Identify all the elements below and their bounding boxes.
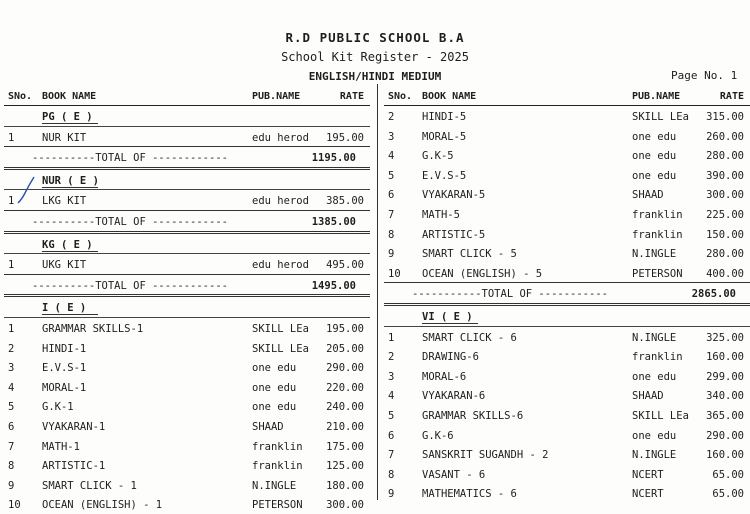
row-book-name: MATHEMATICS - 6 [422,488,517,501]
row-pub-name: one edu [632,370,677,383]
row-pub-name: edu herod [252,131,309,144]
table-row [384,145,750,165]
section-underline [42,187,98,188]
row-pub-name: one edu [632,169,677,182]
row-pub-name: franklin [632,351,683,364]
row-rate: 325.00 [706,331,744,344]
row-pub-name: PETERSON [632,267,683,280]
row-pub-name: SHAAD [632,390,664,403]
row-pub-name: SHAAD [252,420,284,433]
row-sno: 9 [388,488,395,501]
row-pub-name: one edu [632,130,677,143]
row-pub-name: edu herod [252,259,309,272]
table-row [384,204,750,224]
table-row [4,357,370,377]
header-pub-name: PUB.NAME [252,91,301,102]
row-sno: 7 [8,440,15,453]
table-row [4,127,370,147]
row-book-name: G.K-6 [422,429,454,442]
column-header [384,88,750,106]
total-amount: 1495.00 [311,279,356,292]
row-sno: 7 [388,208,395,221]
row-book-name: SMART CLICK - 5 [422,248,517,261]
row-book-name: OCEAN (ENGLISH) - 1 [42,499,163,512]
right-column [384,88,750,500]
row-sno: 10 [388,267,401,280]
row-book-name: MORAL-1 [42,381,87,394]
section-heading [384,306,750,327]
total-amount: 1385.00 [311,215,356,228]
row-sno: 1 [8,259,15,272]
table-row [384,464,750,484]
row-book-name: G.K-5 [422,150,454,163]
row-rate: 65.00 [712,488,744,501]
section-label: I ( E ) [42,302,87,315]
table-row [384,106,750,126]
register-title: School Kit Register - 2025 [281,50,469,64]
header-pub-name: PUB.NAME [632,91,681,102]
row-rate: 195.00 [326,322,364,335]
row-sno: 4 [388,390,395,403]
table-row [4,254,370,274]
total-label: ----------TOTAL OF ------------ [32,279,228,292]
row-book-name: GRAMMAR SKILLS-1 [42,322,144,335]
row-book-name: E.V.S-1 [42,362,87,375]
row-rate: 150.00 [706,228,744,241]
row-rate: 390.00 [706,169,744,182]
section-heading [4,297,370,318]
row-pub-name: one edu [252,362,297,375]
table-row [384,405,750,425]
table-row [4,338,370,358]
section-heading [4,170,370,191]
row-sno: 5 [8,401,15,414]
table-row [4,318,370,338]
table-row [384,366,750,386]
row-sno: 8 [388,468,395,481]
row-sno: 3 [8,362,15,375]
row-rate: 195.00 [326,131,364,144]
row-pub-name: edu herod [252,195,309,208]
row-book-name: VYAKARAN-6 [422,390,486,403]
row-pub-name: NCERT [632,488,664,501]
table-row [384,444,750,464]
table-row [4,416,370,436]
row-rate: 240.00 [326,401,364,414]
table-row [4,475,370,495]
row-rate: 365.00 [706,409,744,422]
row-book-name: SMART CLICK - 1 [42,479,137,492]
row-rate: 180.00 [326,479,364,492]
row-sno: 1 [8,131,15,144]
row-book-name: VYAKARAN-1 [42,420,106,433]
row-rate: 160.00 [706,449,744,462]
row-pub-name: one edu [632,150,677,163]
row-sno: 4 [388,150,395,163]
left-rows [4,106,370,514]
row-rate: 220.00 [326,381,364,394]
table-row [384,224,750,244]
header-book-name: BOOK NAME [42,91,97,102]
header-book-name: BOOK NAME [422,91,477,102]
table-row [384,385,750,405]
row-rate: 205.00 [326,342,364,355]
right-rows [384,106,750,503]
row-sno: 6 [8,420,15,433]
row-pub-name: franklin [252,460,303,473]
row-book-name: OCEAN (ENGLISH) - 5 [422,267,543,280]
row-sno: 10 [8,499,21,512]
total-row [4,274,370,298]
row-sno: 6 [388,429,395,442]
row-rate: 290.00 [706,429,744,442]
row-sno: 5 [388,169,395,182]
row-sno: 2 [388,351,395,364]
row-pub-name: franklin [252,440,303,453]
row-rate: 175.00 [326,440,364,453]
page-number: Page No. 1 [671,69,738,82]
table-row [4,455,370,475]
row-pub-name: N.INGLE [632,331,677,344]
row-book-name: UKG KIT [42,259,87,272]
row-sno: 9 [388,248,395,261]
header-rate: RATE [339,91,364,102]
left-column [4,88,370,512]
row-rate: 400.00 [706,267,744,280]
section-label: NUR ( E ) [42,174,99,187]
row-sno: 8 [388,228,395,241]
row-pub-name: one edu [252,381,297,394]
section-underline [42,314,98,315]
row-book-name: MATH-5 [422,208,460,221]
row-sno: 1 [8,322,15,335]
row-pub-name: franklin [632,208,683,221]
row-rate: 280.00 [706,150,744,163]
row-sno: 1 [8,195,15,208]
total-label: ----------TOTAL OF ------------ [32,152,228,165]
section-label: KG ( E ) [42,238,93,251]
row-rate: 260.00 [706,130,744,143]
row-pub-name: NCERT [632,468,664,481]
row-rate: 385.00 [326,195,364,208]
total-amount: 1195.00 [311,152,356,165]
total-label: -----------TOTAL OF ----------- [412,288,608,301]
pen-tick-mark [16,175,36,205]
row-sno: 7 [388,449,395,462]
row-book-name: G.K-1 [42,401,74,414]
row-book-name: SMART CLICK - 6 [422,331,517,344]
row-sno: 9 [8,479,15,492]
row-book-name: HINDI-1 [42,342,87,355]
row-pub-name: franklin [632,228,683,241]
section-underline [42,123,98,124]
row-pub-name: PETERSON [252,499,303,512]
row-book-name: DRAWING-6 [422,351,479,364]
table-row [4,436,370,456]
column-divider [377,84,378,500]
table-row [384,263,750,283]
section-label: VI ( E ) [422,310,473,323]
row-pub-name: one edu [252,401,297,414]
row-pub-name: SKILL LEa [632,111,689,123]
table-row [4,494,370,514]
table-row [384,165,750,185]
row-rate: 225.00 [706,208,744,221]
total-row [4,146,370,170]
total-amount: 2865.00 [691,288,736,301]
table-row [4,377,370,397]
table-row [384,425,750,445]
row-pub-name: SKILL LEa [632,409,689,422]
row-rate: 299.00 [706,370,744,383]
row-sno: 2 [8,342,15,355]
header-rate: RATE [719,91,744,102]
row-rate: 280.00 [706,248,744,261]
table-row [4,190,370,210]
row-book-name: SANSKRIT SUGANDH - 2 [422,449,549,462]
row-rate: 300.00 [706,189,744,202]
header-sno: SNo. [388,91,413,102]
row-sno: 2 [388,111,395,123]
row-rate: 160.00 [706,351,744,364]
section-label: PG ( E ) [42,111,93,123]
row-rate: 300.00 [326,499,364,512]
row-book-name: HINDI-5 [422,111,467,123]
row-rate: 210.00 [326,420,364,433]
row-sno: 4 [8,381,15,394]
row-book-name: LKG KIT [42,195,87,208]
row-pub-name: SKILL LEa [252,322,309,335]
row-pub-name: N.INGLE [252,479,297,492]
row-book-name: ARTISTIC-5 [422,228,486,241]
row-sno: 5 [388,409,395,422]
row-pub-name: N.INGLE [632,449,677,462]
row-book-name: ARTISTIC-1 [42,460,106,473]
row-book-name: VYAKARAN-5 [422,189,486,202]
row-book-name: MATH-1 [42,440,80,453]
row-rate: 315.00 [706,111,744,123]
row-rate: 125.00 [326,460,364,473]
header-sno: SNo. [8,91,33,102]
row-sno: 3 [388,370,395,383]
row-book-name: NUR KIT [42,131,87,144]
section-heading [4,106,370,127]
row-rate: 290.00 [326,362,364,375]
section-heading [4,234,370,255]
row-rate: 65.00 [712,468,744,481]
table-row [384,126,750,146]
row-sno: 6 [388,189,395,202]
row-book-name: MORAL-6 [422,370,467,383]
row-pub-name: one edu [632,429,677,442]
row-rate: 495.00 [326,259,364,272]
school-name: R.D PUBLIC SCHOOL B.A [285,30,465,45]
table-row [384,243,750,263]
row-pub-name: SHAAD [632,189,664,202]
row-book-name: VASANT - 6 [422,468,486,481]
row-sno: 8 [8,460,15,473]
medium-label: ENGLISH/HINDI MEDIUM [308,70,442,83]
total-row [384,282,750,306]
table-row [384,346,750,366]
section-underline [422,323,478,324]
row-book-name: GRAMMAR SKILLS-6 [422,409,524,422]
section-underline [42,251,98,252]
row-sno: 1 [388,331,395,344]
table-row [384,184,750,204]
row-pub-name: N.INGLE [632,248,677,261]
row-pub-name: SKILL LEa [252,342,309,355]
table-row [4,396,370,416]
total-row [4,210,370,234]
row-rate: 340.00 [706,390,744,403]
table-row [384,327,750,347]
row-sno: 3 [388,130,395,143]
column-header [4,88,370,106]
row-book-name: MORAL-5 [422,130,467,143]
total-label: ----------TOTAL OF ------------ [32,215,228,228]
row-book-name: E.V.S-5 [422,169,467,182]
